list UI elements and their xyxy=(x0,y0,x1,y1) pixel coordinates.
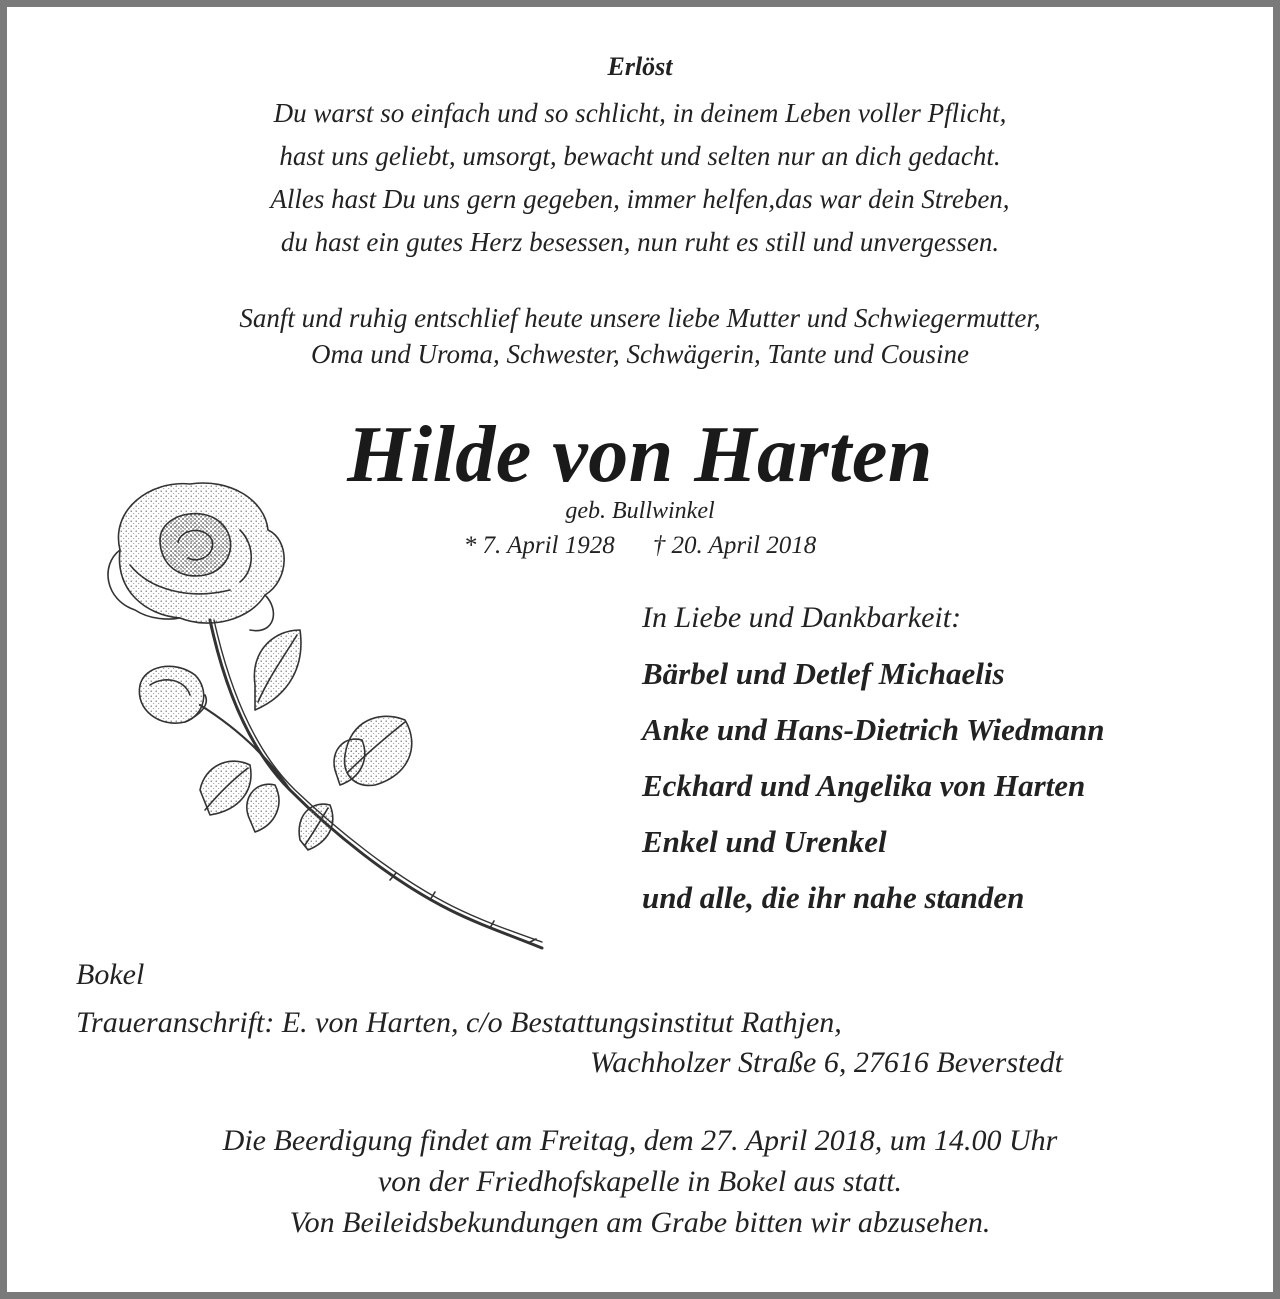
mourner-name: Anke und Hans-Dietrich Wiedmann xyxy=(642,712,1105,747)
mourner-name: Eckhard und Angelika von Harten xyxy=(642,768,1086,803)
mourners-block xyxy=(642,598,1105,934)
birth-date: * 7. April 1928 xyxy=(463,532,615,559)
notice-heading: Erlöst xyxy=(607,52,673,81)
poem xyxy=(0,92,1280,264)
mourner-name: Enkel und Urenkel xyxy=(642,824,887,859)
funeral-line: Von Beileidsbekundungen am Grabe bitten wir abzusehen. xyxy=(289,1206,991,1239)
maiden-name: geb. Bullwinkel xyxy=(565,498,715,524)
thanks-line: In Liebe und Dankbarkeit: xyxy=(642,601,962,634)
intro-text xyxy=(0,300,1280,372)
mourner-name: und alle, die ihr nahe standen xyxy=(642,880,1025,915)
mourning-address-line1: Traueranschrift: E. von Harten, c/o Bestattungsinstitut Rathjen, xyxy=(76,1006,842,1039)
mourner-name: Bärbel und Detlef Michaelis xyxy=(642,656,1005,691)
poem-line: Alles hast Du uns gern gegeben, immer helfen,das war dein Streben, xyxy=(270,184,1010,214)
death-date: † 20. April 2018 xyxy=(652,532,817,559)
place: Bokel xyxy=(76,958,145,991)
intro-line: Sanft und ruhig entschlief heute unsere liebe Mutter und Schwiegermutter, xyxy=(239,303,1041,333)
poem-line: hast uns geliebt, umsorgt, bewacht und selten nur an dich gedacht. xyxy=(279,141,1001,171)
rose-icon xyxy=(90,470,560,960)
funeral-line: Die Beerdigung findet am Freitag, dem 27. April 2018, um 14.00 Uhr xyxy=(222,1124,1058,1157)
intro-line: Oma und Uroma, Schwester, Schwägerin, Tante und Cousine xyxy=(311,339,969,369)
poem-line: Du warst so einfach und so schlicht, in deinem Leben voller Pflicht, xyxy=(273,98,1007,128)
funeral-line: von der Friedhofskapelle in Bokel aus statt. xyxy=(377,1165,903,1198)
poem-line: du hast ein gutes Herz besessen, nun ruht es still und unvergessen. xyxy=(280,227,1000,257)
mourning-address-line2: Wachholzer Straße 6, 27616 Beverstedt xyxy=(590,1046,1063,1079)
funeral-info xyxy=(0,1120,1280,1243)
deceased-name: Hilde von Harten xyxy=(347,411,933,499)
